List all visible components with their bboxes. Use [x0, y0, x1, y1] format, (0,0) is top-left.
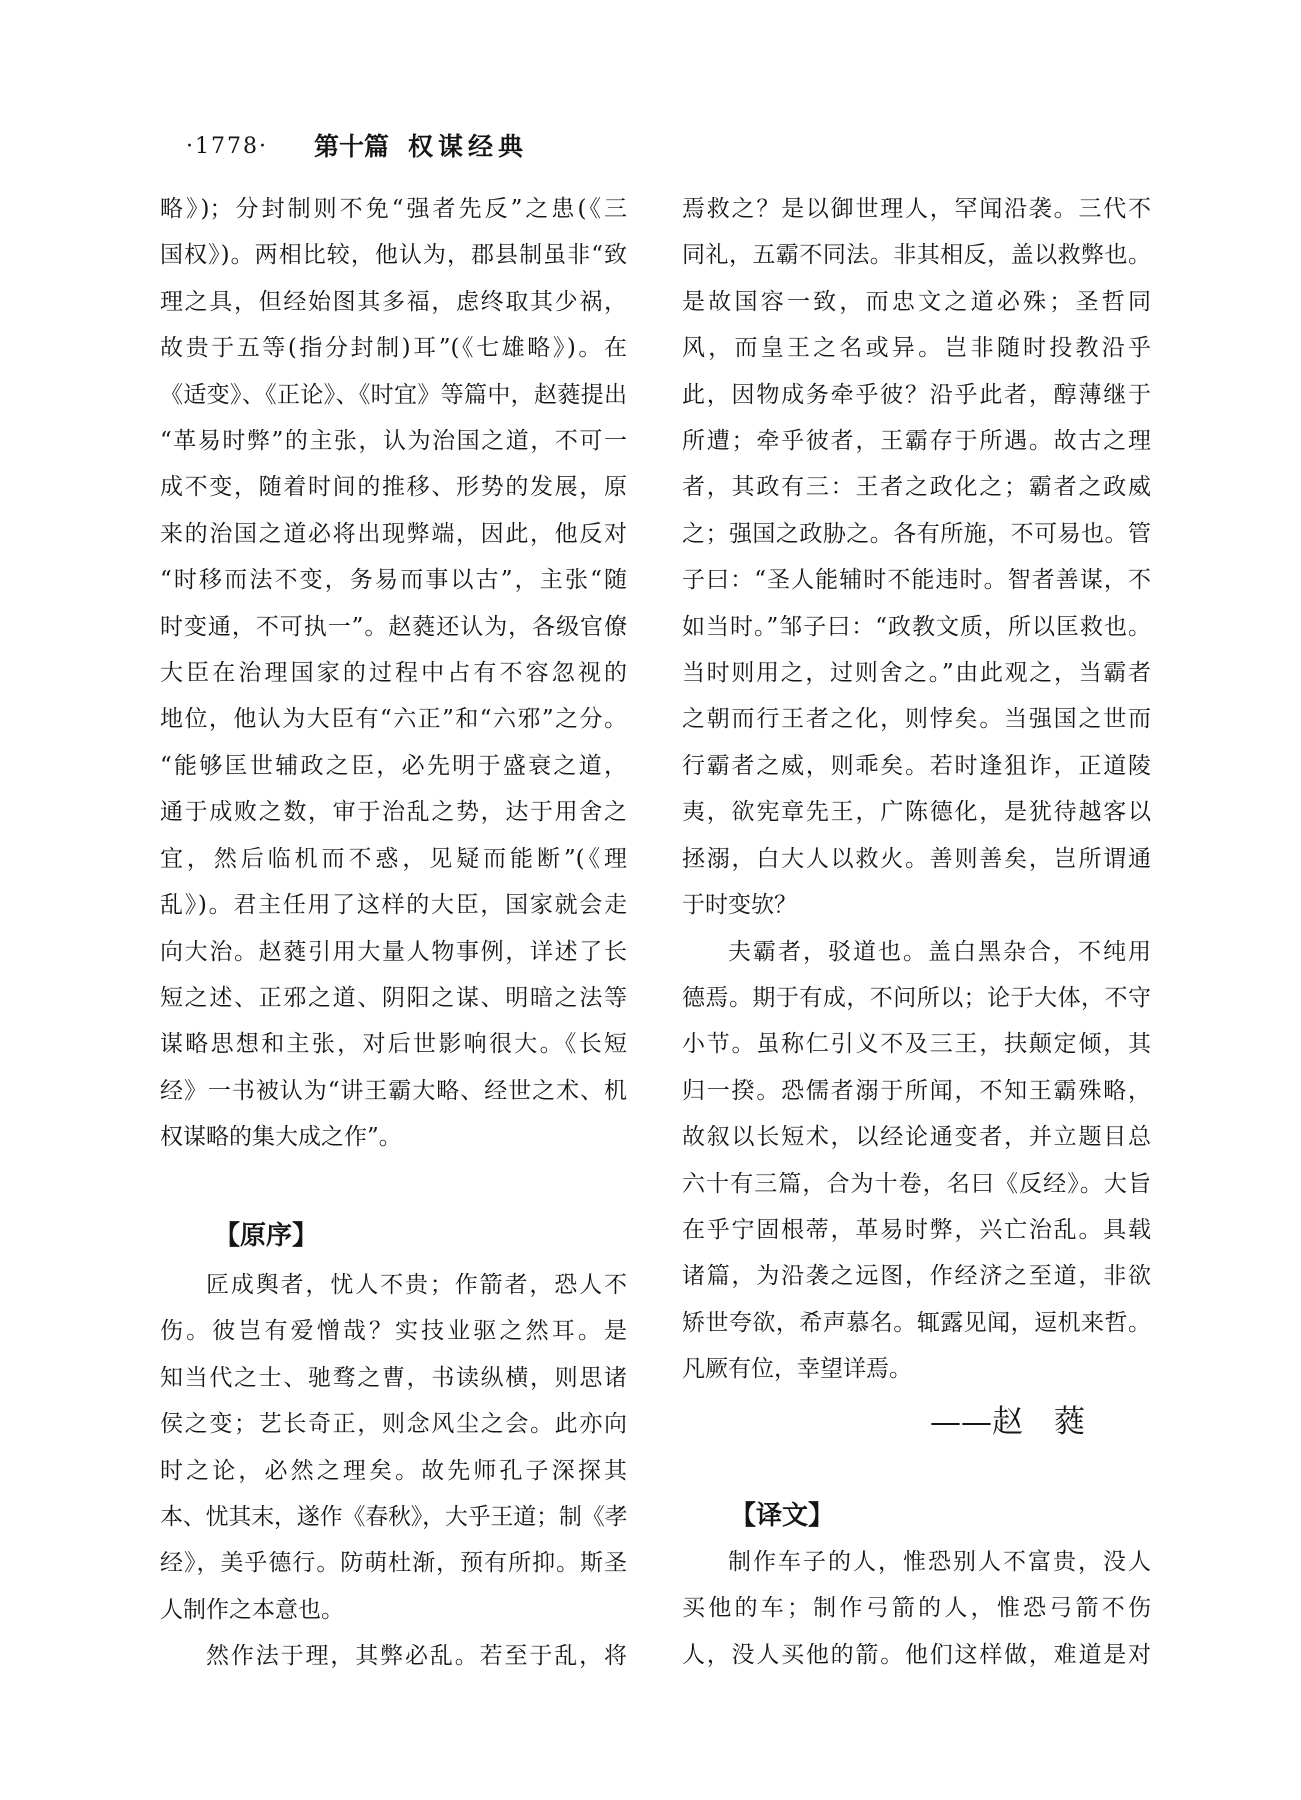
text-line: 故叙以长短术，以经论通变者，并立题目总	[682, 1124, 1151, 1151]
text-line: 权谋略的集大成之作”。	[160, 1124, 402, 1151]
text-line: 人，没人买他的箭。他们这样做，难道是对	[682, 1641, 1151, 1668]
text-line: 成不变，随着时间的推移、形势的发展，原	[160, 474, 627, 501]
text-line: 如当时。”邹子曰：“政教文质，所以匡救也。	[682, 613, 1151, 640]
text-line: 矫世夸欲，希声慕名。辄露见闻，逗机来哲。	[682, 1309, 1151, 1336]
text-line: 者，其政有三：王者之政化之；霸者之政威	[682, 474, 1151, 501]
text-line: 拯溺，白大人以救火。善则善矣，岂所谓通	[682, 845, 1151, 872]
text-line: “能够匡世辅政之臣，必先明于盛衰之道，	[160, 752, 627, 779]
text-line: 经》一书被认为“讲王霸大略、经世之术、机	[160, 1077, 627, 1104]
text-line: 地位，他认为大臣有“六正”和“六邪”之分。	[160, 706, 627, 733]
text-line: 短之述、正邪之道、阴阳之谋、明暗之法等	[160, 984, 627, 1011]
text-line: 之；强国之政胁之。各有所施，不可易也。管	[682, 520, 1151, 547]
text-line: 行霸者之威，则乖矣。若时逢狙诈，正道陵	[682, 752, 1151, 779]
text-line: 通于成败之数，审于治乱之势，达于用舍之	[160, 799, 627, 826]
text-line: 本、忧其末，遂作《春秋》，大乎王道；制《孝	[160, 1504, 627, 1531]
text-line: 大臣在治理国家的过程中占有不容忽视的	[160, 660, 627, 687]
preface-text	[160, 1262, 627, 1680]
intro-paragraph	[160, 186, 627, 1161]
text-line: 宜，然后临机而不惑，见疑而能断”(《理	[160, 845, 627, 872]
text-line: 诸篇，为沿袭之远图，作经济之至道，非欲	[682, 1263, 1151, 1290]
text-line: 子曰：“圣人能辅时不能违时。智者善谋，不	[682, 567, 1151, 594]
text-line: 乱》)。君主任用了这样的大臣，国家就会走	[160, 892, 627, 919]
preface-paragraph	[682, 186, 1151, 929]
author-signature: ——赵 蕤	[930, 1404, 1085, 1440]
text-line: 焉救之？是以御世理人，罕闻沿袭。三代不	[682, 196, 1151, 222]
text-line: 时变通，不可执一”。赵蕤还认为，各级官僚	[160, 613, 627, 640]
page-number: ·1778·	[186, 134, 268, 159]
text-line: 夷，欲宪章先王，广陈德化，是犹待越客以	[682, 799, 1151, 826]
text-line: 德焉。期于有成，不问所以；论于大体，不守	[682, 984, 1151, 1011]
text-line: 制作车子的人，惟恐别人不富贵，没人	[728, 1549, 1151, 1575]
text-line: 小节。虽称仁引义不及三王，扶颠定倾，其	[682, 1031, 1151, 1058]
text-line: 夫霸者，驳道也。盖白黑杂合，不纯用	[728, 938, 1151, 965]
text-line: “革易时弊”的主张，认为治国之道，不可一	[160, 428, 627, 455]
preface-paragraph	[160, 1633, 627, 1679]
text-line: 风，而皇王之名或异。岂非随时投教沿乎	[682, 335, 1151, 362]
text-line: 匠成舆者，忧人不贵；作箭者，恐人不	[206, 1272, 627, 1298]
text-line: 此，因物成务牵乎彼？沿乎此者，醇薄继于	[682, 381, 1151, 408]
text-line: 向大治。赵蕤引用大量人物事例，详述了长	[160, 938, 627, 965]
text-line: “时移而法不变，务易而事以古”，主张“随	[160, 567, 627, 594]
text-line: 于时变欤？	[682, 892, 797, 919]
text-line: 所遭；牵乎彼者，王霸存于所遇。故古之理	[682, 428, 1151, 455]
section-number: 第十篇	[314, 132, 390, 161]
text-line: 谋略思想和主张，对后世影响很大。《长短	[160, 1031, 627, 1058]
text-line: 然作法于理，其弊必乱。若至于乱，将	[206, 1643, 627, 1670]
running-header	[0, 128, 1301, 166]
text-line: 侯之变；艺长奇正，则念风尘之会。此亦向	[160, 1411, 627, 1438]
preface-text-continued	[682, 186, 1151, 1393]
preface-paragraph	[160, 1262, 627, 1633]
text-line: 是故国容一致，而忠文之道必殊；圣哲同	[682, 288, 1151, 315]
text-line: 六十有三篇，合为十卷，名曰《反经》。大旨	[682, 1170, 1151, 1197]
text-line: 来的治国之道必将出现弊端，因此，他反对	[160, 520, 627, 547]
text-line: 时之论，必然之理矣。故先师孔子深探其	[160, 1457, 627, 1484]
text-line: 《适变》、《正论》、《时宜》等篇中，赵蕤提出	[160, 381, 627, 408]
text-line: 同礼，五霸不同法。非其相反，盖以救弊也。	[682, 242, 1151, 269]
text-line: 经》，美乎德行。防萌杜渐，预有所抑。斯圣	[160, 1550, 627, 1577]
text-line: 理之具，但经始图其多福，虑终取其少祸，	[160, 288, 627, 315]
text-line: 买他的车；制作弓箭的人，惟恐弓箭不伤	[682, 1595, 1151, 1622]
text-line: 故贵于五等(指分封制)耳”(《七雄略》)。在	[160, 335, 627, 362]
text-line: 之朝而行王者之化，则悖矣。当强国之世而	[682, 706, 1151, 733]
text-line: 当时则用之，过则舍之。”由此观之，当霸者	[682, 660, 1151, 687]
translation-paragraph	[682, 1539, 1151, 1678]
text-line: 略》)；分封制则不免“强者先反”之患(《三	[160, 196, 627, 222]
text-line: 归一揆。恐儒者溺于所闻，不知王霸殊略，	[682, 1077, 1151, 1104]
text-line: 人制作之本意也。	[160, 1596, 344, 1623]
preface-heading: 【原序】	[214, 1221, 319, 1251]
text-line: 伤。彼岂有爱憎哉？实技业驱之然耳。是	[160, 1318, 627, 1345]
translation-heading: 【译文】	[730, 1501, 835, 1531]
text-line: 国权》)。两相比较，他认为，郡县制虽非“致	[160, 242, 627, 269]
section-title: 权谋经典	[408, 132, 529, 161]
text-line: 凡厥有位，幸望详焉。	[682, 1356, 912, 1383]
text-line: 在乎宁固根蒂，革易时弊，兴亡治乱。具载	[682, 1216, 1151, 1243]
text-line: 知当代之士、驰骛之曹，书读纵横，则思诸	[160, 1364, 627, 1391]
preface-paragraph	[682, 929, 1151, 1393]
